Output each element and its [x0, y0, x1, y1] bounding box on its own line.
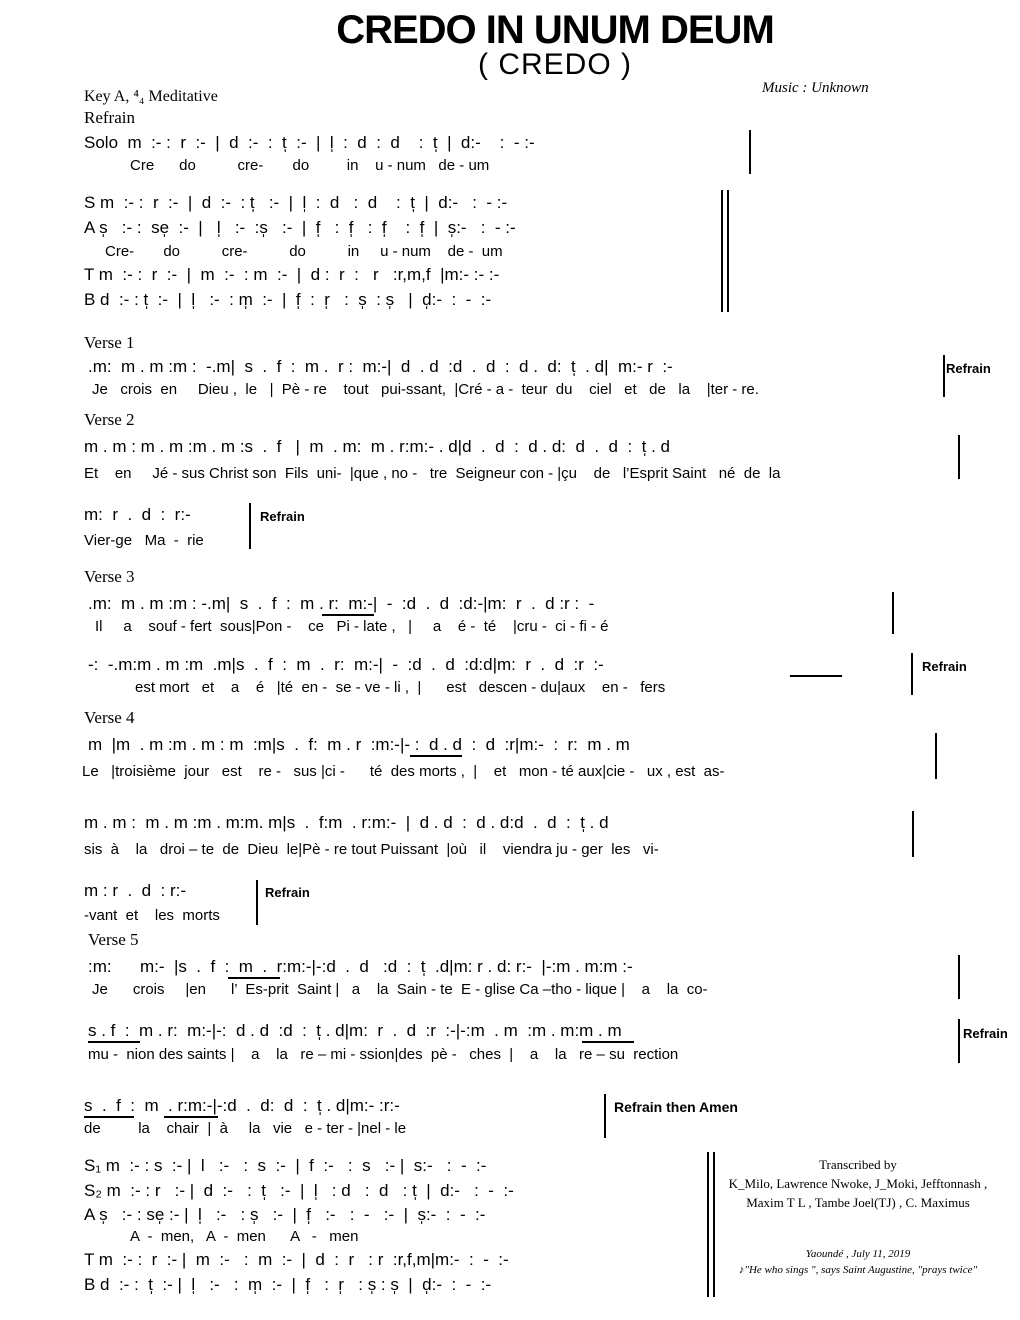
- verse-1-end-bar: [943, 355, 945, 397]
- verse-4-line-3-words: -vant et les morts: [84, 907, 220, 924]
- place-date: Yaoundé , July 11, 2019: [805, 1248, 911, 1260]
- refrain-solo-notes: Solo m :- : r :- | d :- : t̩ :- | l̩ : d : d : t̩ | d:- : - :-: [84, 133, 535, 152]
- verse-2-line-1-end-bar: [958, 435, 960, 479]
- verse-5-slur-2: [88, 1041, 140, 1043]
- verse-1-label: Verse 1: [84, 333, 135, 352]
- amen-soprano-1-notes: S₁ m :- : s :- | l :- : s :- | f :- : s :- | s:- : - :-: [84, 1156, 487, 1175]
- verse-4-line-2-words: sis à la droi – te de Dieu le|Pè - re tout Puissant |où il viendra ju - ger les vi-: [84, 841, 659, 858]
- credits-heading: Transcribed by: [819, 1157, 897, 1172]
- amen-soprano-2-notes: S₂ m :- : r :- | d :- : t̩ :- | l̩ : d : d : t̩ | d:- : - :-: [84, 1181, 514, 1200]
- verse-3-refrain-tag: Refrain: [922, 659, 967, 674]
- verse-5-line-3-notes: s . f : m . r:m:-|-:d . d: d : t̩ . d|m:- :r:-: [84, 1096, 400, 1115]
- footer-note: [728, 1246, 988, 1278]
- verse-5-line-2-notes: s . f : m . r: m:-|-: d . d :d : t̩ . d|m: r . d :r :-|-:m . m :m . m:m . m: [88, 1021, 622, 1040]
- amen-words: A - men, A - men A - men: [130, 1228, 359, 1245]
- verse-4-refrain-tag: Refrain: [265, 885, 310, 900]
- amen-tenor-notes: T m :- : r :- | m :- : m :- | d : r : r :r,f,m|m:- : - :-: [84, 1250, 509, 1269]
- key-signature: Key A, ⁴₄ Meditative: [84, 88, 218, 105]
- refrain-alto-notes: A s̩ :- : se̩ :- | l̩ :- :s̩ :- | f̩ : f̩ : f̩ : f̩ | s̩:- : - :-: [84, 218, 516, 237]
- verse-5-slur-5: [164, 1116, 218, 1118]
- verse-4-line-1-notes: m |m . m :m . m : m :m|s . f: m . r :m:-|- : d . d : d :r|m:- : r: m . m: [88, 735, 630, 754]
- verse-1-notes: .m: m . m :m : -.m| s . f : m . r : m:-| d . d :d . d : d . d: t̩ . d| m:- r :-: [88, 357, 673, 376]
- verse-3-line-2-words: est mort et a é |té en - se - ve - li , | est descen - du|aux en - fers: [135, 679, 666, 696]
- transcription-credits: [728, 1155, 988, 1212]
- verse-2-label: Verse 2: [84, 410, 135, 429]
- verse-5-line-1-notes: :m: m:- |s . f : m . r:m:-|-:d . d :d : t̩ .d|m: r . d: r:- |-:m . m:m :-: [88, 957, 633, 976]
- verse-4-line-3-notes: m : r . d : r:-: [84, 881, 186, 900]
- verse-1-words: Je crois en Dieu , le | Pè - re tout pui-ssant, |Cré - a - teur du ciel et de la |ter - re.: [92, 381, 759, 398]
- verse-3-label: Verse 3: [84, 567, 135, 586]
- refrain-solo-words: Cre do cre- do in u - num de - um: [130, 157, 490, 174]
- verse-5-line-2-end-bar: [958, 1019, 960, 1063]
- verse-3-line-2-notes: -: -.m:m . m :m .m|s . f : m . r: m:-| - :d . d :d:d|m: r . d :r :-: [88, 655, 604, 674]
- verse-2-line-1-notes: m . m : m . m :m . m :s . f | m . m: m . r:m:- . d|d . d : d . d: d . d : t̩ . d: [84, 437, 670, 456]
- verse-3-slur-1: [322, 614, 374, 616]
- verse-5-slur-1: [228, 977, 280, 979]
- refrain-choir-words: Cre- do cre- do in u - num de - um: [105, 243, 503, 260]
- verse-4-slur-1: [410, 755, 462, 757]
- verse-3-slur-2: [790, 675, 842, 677]
- verse-4-label: Verse 4: [84, 708, 135, 727]
- credits-names: K_Milo, Lawrence Nwoke, J_Moki, Jefftonnash , Maxim T L , Tambe Joel(TJ) , C. Maximus: [728, 1176, 988, 1210]
- verse-5-label: Verse 5: [88, 930, 139, 949]
- verse-4-end-bar: [256, 880, 258, 925]
- verse-2-end-bar: [249, 503, 251, 549]
- verse-5-slur-3: [582, 1041, 634, 1043]
- refrain-soprano-notes: S m :- : r :- | d :- : t̩ :- | l̩ : d : d : t̩ | d:- : - :-: [84, 193, 508, 212]
- verse-3-line-1-notes: .m: m . m :m : -.m| s . f : m . r: m:-| - :d . d :d:-|m: r . d :r : -: [88, 594, 595, 613]
- verse-4-line-1-words: Le |troisième jour est re - sus |ci - té des morts , | et mon - té aux|cie - ux , est as-: [82, 763, 725, 780]
- verse-4-line-2-end-bar: [912, 811, 914, 857]
- verse-2-line-1-words: Et en Jé - sus Christ son Fils uni- |que , no - tre Seigneur con - |çu de l’Esprit Saint né de la: [84, 465, 781, 482]
- augustine-quote: ♪"He who sings ", says Saint Augustine, "prays twice": [738, 1264, 978, 1276]
- verse-2-line-2-notes: m: r . d : r:-: [84, 505, 191, 524]
- refrain-choir-end-bar-thick: [727, 190, 729, 312]
- verse-3-end-bar: [911, 653, 913, 695]
- page-subtitle: ( CREDO ): [478, 48, 632, 81]
- amen-end-bar-thick: [713, 1152, 715, 1297]
- verse-5-line-1-words: Je crois |en l’ Es-prit Saint | a la Sain - te E - glise Ca –tho - lique | a la co-: [92, 981, 708, 998]
- refrain-choir-end-bar: [721, 190, 723, 312]
- verse-1-refrain-tag: Refrain: [946, 361, 991, 376]
- verse-2-refrain-tag: Refrain: [260, 509, 305, 524]
- verse-5-line-3-words: de la chair | à la vie e - ter - |nel - le: [84, 1120, 407, 1137]
- amen-alto-notes: A s̩ :- : se̩ :- | l̩ :- : s̩ :- | f̩ :- : - :- | s̩:- : - :-: [84, 1205, 486, 1224]
- amen-bass-notes: B d :- : t̩ :- | l̩ :- : m̩ :- | f̩ : r̩ : s̩ : s̩ | d̩:- : - :-: [84, 1275, 492, 1294]
- amen-end-bar: [707, 1152, 709, 1297]
- page-title: CREDO IN UNUM DEUM: [336, 8, 774, 52]
- refrain-then-amen-tag: Refrain then Amen: [614, 1099, 738, 1115]
- verse-4-line-2-notes: m . m : m . m :m . m:m. m|s . f:m . r:m:- | d . d : d . d:d . d : t̩ . d: [84, 813, 609, 832]
- verse-2-line-2-words: Vier-ge Ma - rie: [84, 532, 204, 549]
- refrain-solo-end-bar: [749, 130, 751, 174]
- verse-5-line-2-words: mu - nion des saints | a la re – mi - ssion|des pè - ches | a la re – su rection: [88, 1046, 679, 1063]
- verse-5-refrain-tag: Refrain: [963, 1026, 1008, 1041]
- verse-5-end-bar: [604, 1094, 606, 1138]
- verse-3-line-1-end-bar: [892, 592, 894, 634]
- verse-5-line-1-end-bar: [958, 955, 960, 999]
- verse-3-line-1-words: Il a souf - fert sous|Pon - ce Pi - late , | a é - té |cru - ci - fi - é: [95, 618, 609, 635]
- refrain-label: Refrain: [84, 108, 135, 127]
- refrain-bass-notes: B d :- : t̩ :- | l̩ :- : m̩ :- | f̩ : r̩ : s̩ : s̩ | d̩:- : - :-: [84, 290, 492, 309]
- composer-credit: Music : Unknown: [762, 80, 869, 96]
- refrain-tenor-notes: T m :- : r :- | m :- : m :- | d : r : r :r,m,f |m:- :- :-: [84, 265, 500, 284]
- verse-5-slur-4: [84, 1116, 134, 1118]
- verse-4-line-1-end-bar: [935, 733, 937, 779]
